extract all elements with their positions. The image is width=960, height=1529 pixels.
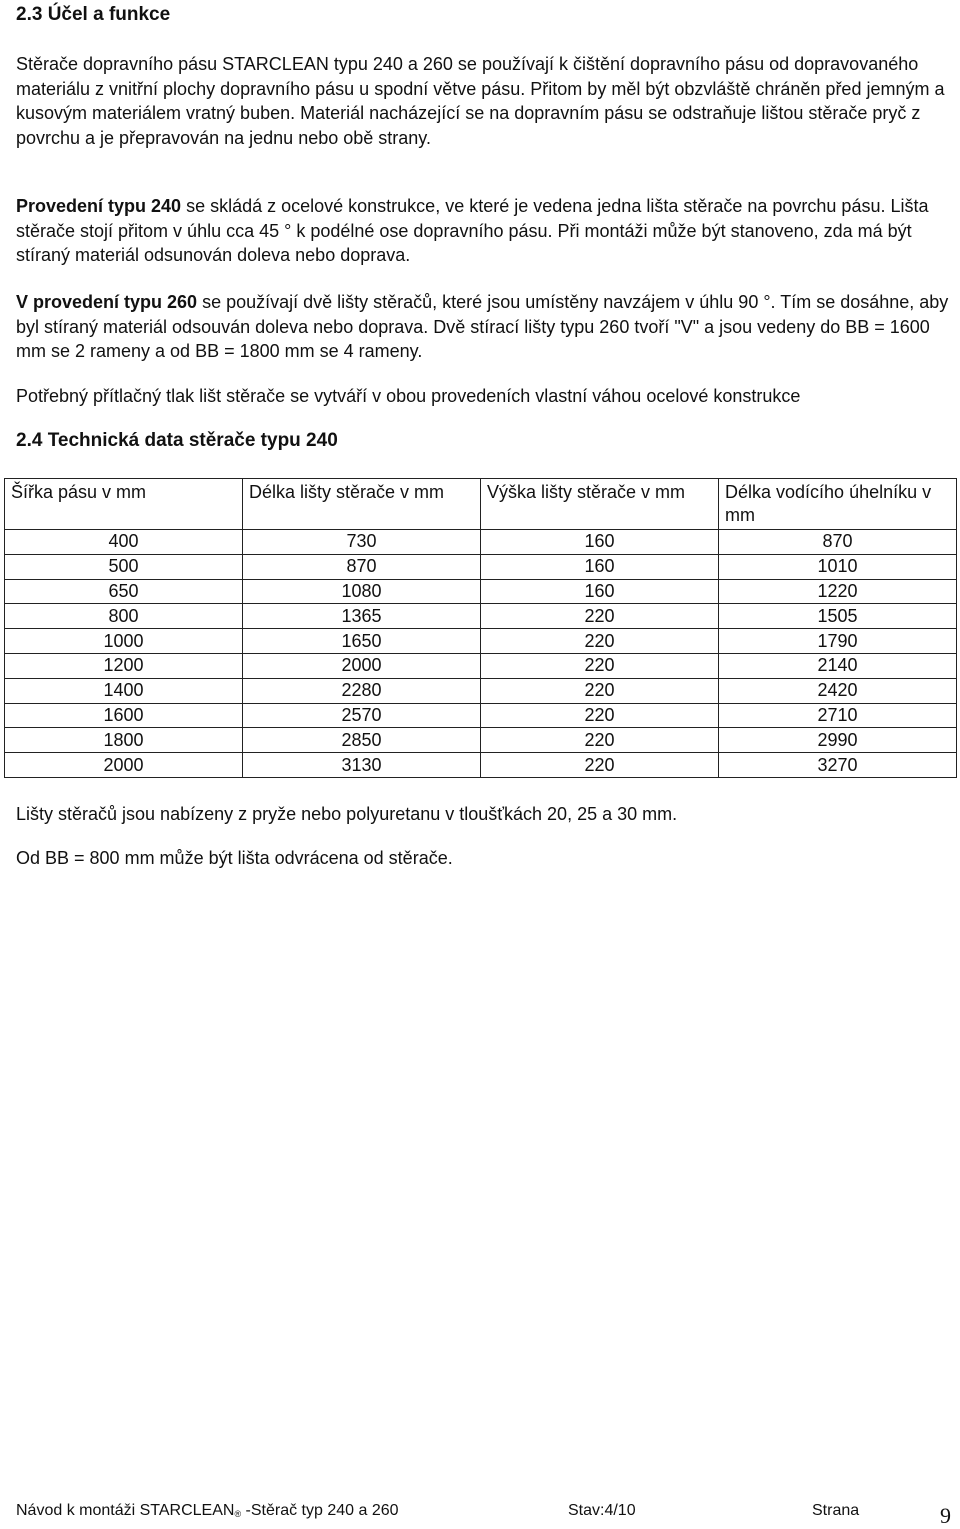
table-cell: 2280 (243, 678, 481, 703)
table-cell: 220 (481, 678, 719, 703)
table-cell: 2570 (243, 703, 481, 728)
type-240-label: Provedení typu 240 (16, 196, 182, 216)
table-cell: 1790 (719, 629, 957, 654)
table-cell: 220 (481, 753, 719, 778)
table-row (5, 579, 957, 604)
table-cell: 160 (481, 579, 719, 604)
table-cell: 1000 (5, 629, 243, 654)
table-cell: 2990 (719, 728, 957, 753)
table-cell: 1220 (719, 579, 957, 604)
table-row (5, 530, 957, 555)
table-cell: 160 (481, 530, 719, 555)
table-cell: 1200 (5, 653, 243, 678)
table-row (5, 554, 957, 579)
table-cell: 800 (5, 604, 243, 629)
table-row (5, 753, 957, 778)
paragraph-type-240 (16, 194, 951, 268)
table-cell: 220 (481, 728, 719, 753)
section-heading-technical-data: 2.4 Technická data stěrače typu 240 (16, 430, 338, 451)
header-belt-width: Šířka pásu v mm (5, 479, 243, 530)
technical-data-table (4, 478, 957, 778)
table-header-row (5, 479, 957, 530)
header-blade-length: Délka lišty stěrače v mm (243, 479, 481, 530)
table-cell: 220 (481, 653, 719, 678)
table-cell: 2000 (243, 653, 481, 678)
paragraph-type-260 (16, 290, 951, 364)
note-blade-material: Lišty stěračů jsou nabízeny z pryže nebo polyuretanu v tloušťkách 20, 25 a 30 mm. (16, 804, 678, 824)
table-cell: 400 (5, 530, 243, 555)
table-cell: 1650 (243, 629, 481, 654)
footer-page-number: 9 (940, 1503, 951, 1528)
table-cell: 1600 (5, 703, 243, 728)
header-blade-height: Výška lišty stěrače v mm (481, 479, 719, 530)
type-260-text: se používají dvě lišty stěračů, které jsou umístěny navzájem v úhlu 90 °. Tím se dosáhne, aby byl stíraný materiál odsouván doleva nebo doprava. Dvě stírací lišty typu 260 tvoří "V" a jsou vedeny do BB = 1600 mm se 2 rameny a od BB = 1800 mm se 4 rameny. (16, 292, 949, 361)
footer-page-label: Strana (812, 1502, 860, 1519)
paragraph-purpose: Stěrače dopravního pásu STARCLEAN typu 240 a 260 se používají k čištění dopravního pásu od dopravovaného materiálu z vnitřní plochy dopravního pásu u spodní větve pásu. Přitom by měl být obzvláště chráněn před jemným a kusovým materiálem vratný buben. Materiál nacházející se na dopravním pásu se odstraňuje lištou stěrače pryč z povrchu a je přepravován na jednu nebo obě strany. (16, 54, 945, 148)
table-cell: 650 (5, 579, 243, 604)
note-blade-reversal: Od BB = 800 mm může být lišta odvrácena od stěrače. (16, 848, 453, 868)
table-row (5, 678, 957, 703)
header-guide-length: Délka vodícího úhelníku v mm (719, 479, 957, 530)
table-cell: 3130 (243, 753, 481, 778)
table-cell: 2850 (243, 728, 481, 753)
table-cell: 870 (719, 530, 957, 555)
table-cell: 160 (481, 554, 719, 579)
table-cell: 1505 (719, 604, 957, 629)
footer-title-a: Návod k montáži STARCLEAN (16, 1502, 235, 1519)
footer-title-b: -Stěrač typ 240 a 260 (241, 1502, 399, 1519)
table-cell: 2000 (5, 753, 243, 778)
table-cell: 2420 (719, 678, 957, 703)
table-cell: 220 (481, 604, 719, 629)
type-260-label: V provedení typu 260 (16, 292, 198, 312)
table-cell: 870 (243, 554, 481, 579)
footer-status: Stav:4/10 (568, 1502, 636, 1519)
table-row (5, 728, 957, 753)
table-cell: 220 (481, 629, 719, 654)
registered-mark: ® (234, 1509, 242, 1519)
table-cell: 3270 (719, 753, 957, 778)
section-heading-purpose: 2.3 Účel a funkce (16, 4, 171, 25)
table-cell: 1800 (5, 728, 243, 753)
footer-title (16, 1502, 399, 1520)
table-row (5, 703, 957, 728)
table-cell: 1010 (719, 554, 957, 579)
table-cell: 2140 (719, 653, 957, 678)
table-row (5, 653, 957, 678)
type-240-text: se skládá z ocelové konstrukce, ve které je vedena jedna lišta stěrače na povrchu pásu. Lišta stěrače stojí přitom v úhlu cca 45 ° k podélné ose dopravního pásu. Při montáži může být stanoveno, zda má být stíraný materiál odsunován doleva nebo doprava. (16, 196, 929, 265)
table-cell: 730 (243, 530, 481, 555)
table-cell: 220 (481, 703, 719, 728)
table-cell: 500 (5, 554, 243, 579)
table-cell: 1400 (5, 678, 243, 703)
table-row (5, 604, 957, 629)
table-row (5, 629, 957, 654)
table-cell: 1365 (243, 604, 481, 629)
paragraph-pressure: Potřebný přítlačný tlak lišt stěrače se vytváří v obou provedeních vlastní váhou ocelové konstrukce (16, 386, 801, 406)
table-cell: 1080 (243, 579, 481, 604)
table-cell: 2710 (719, 703, 957, 728)
